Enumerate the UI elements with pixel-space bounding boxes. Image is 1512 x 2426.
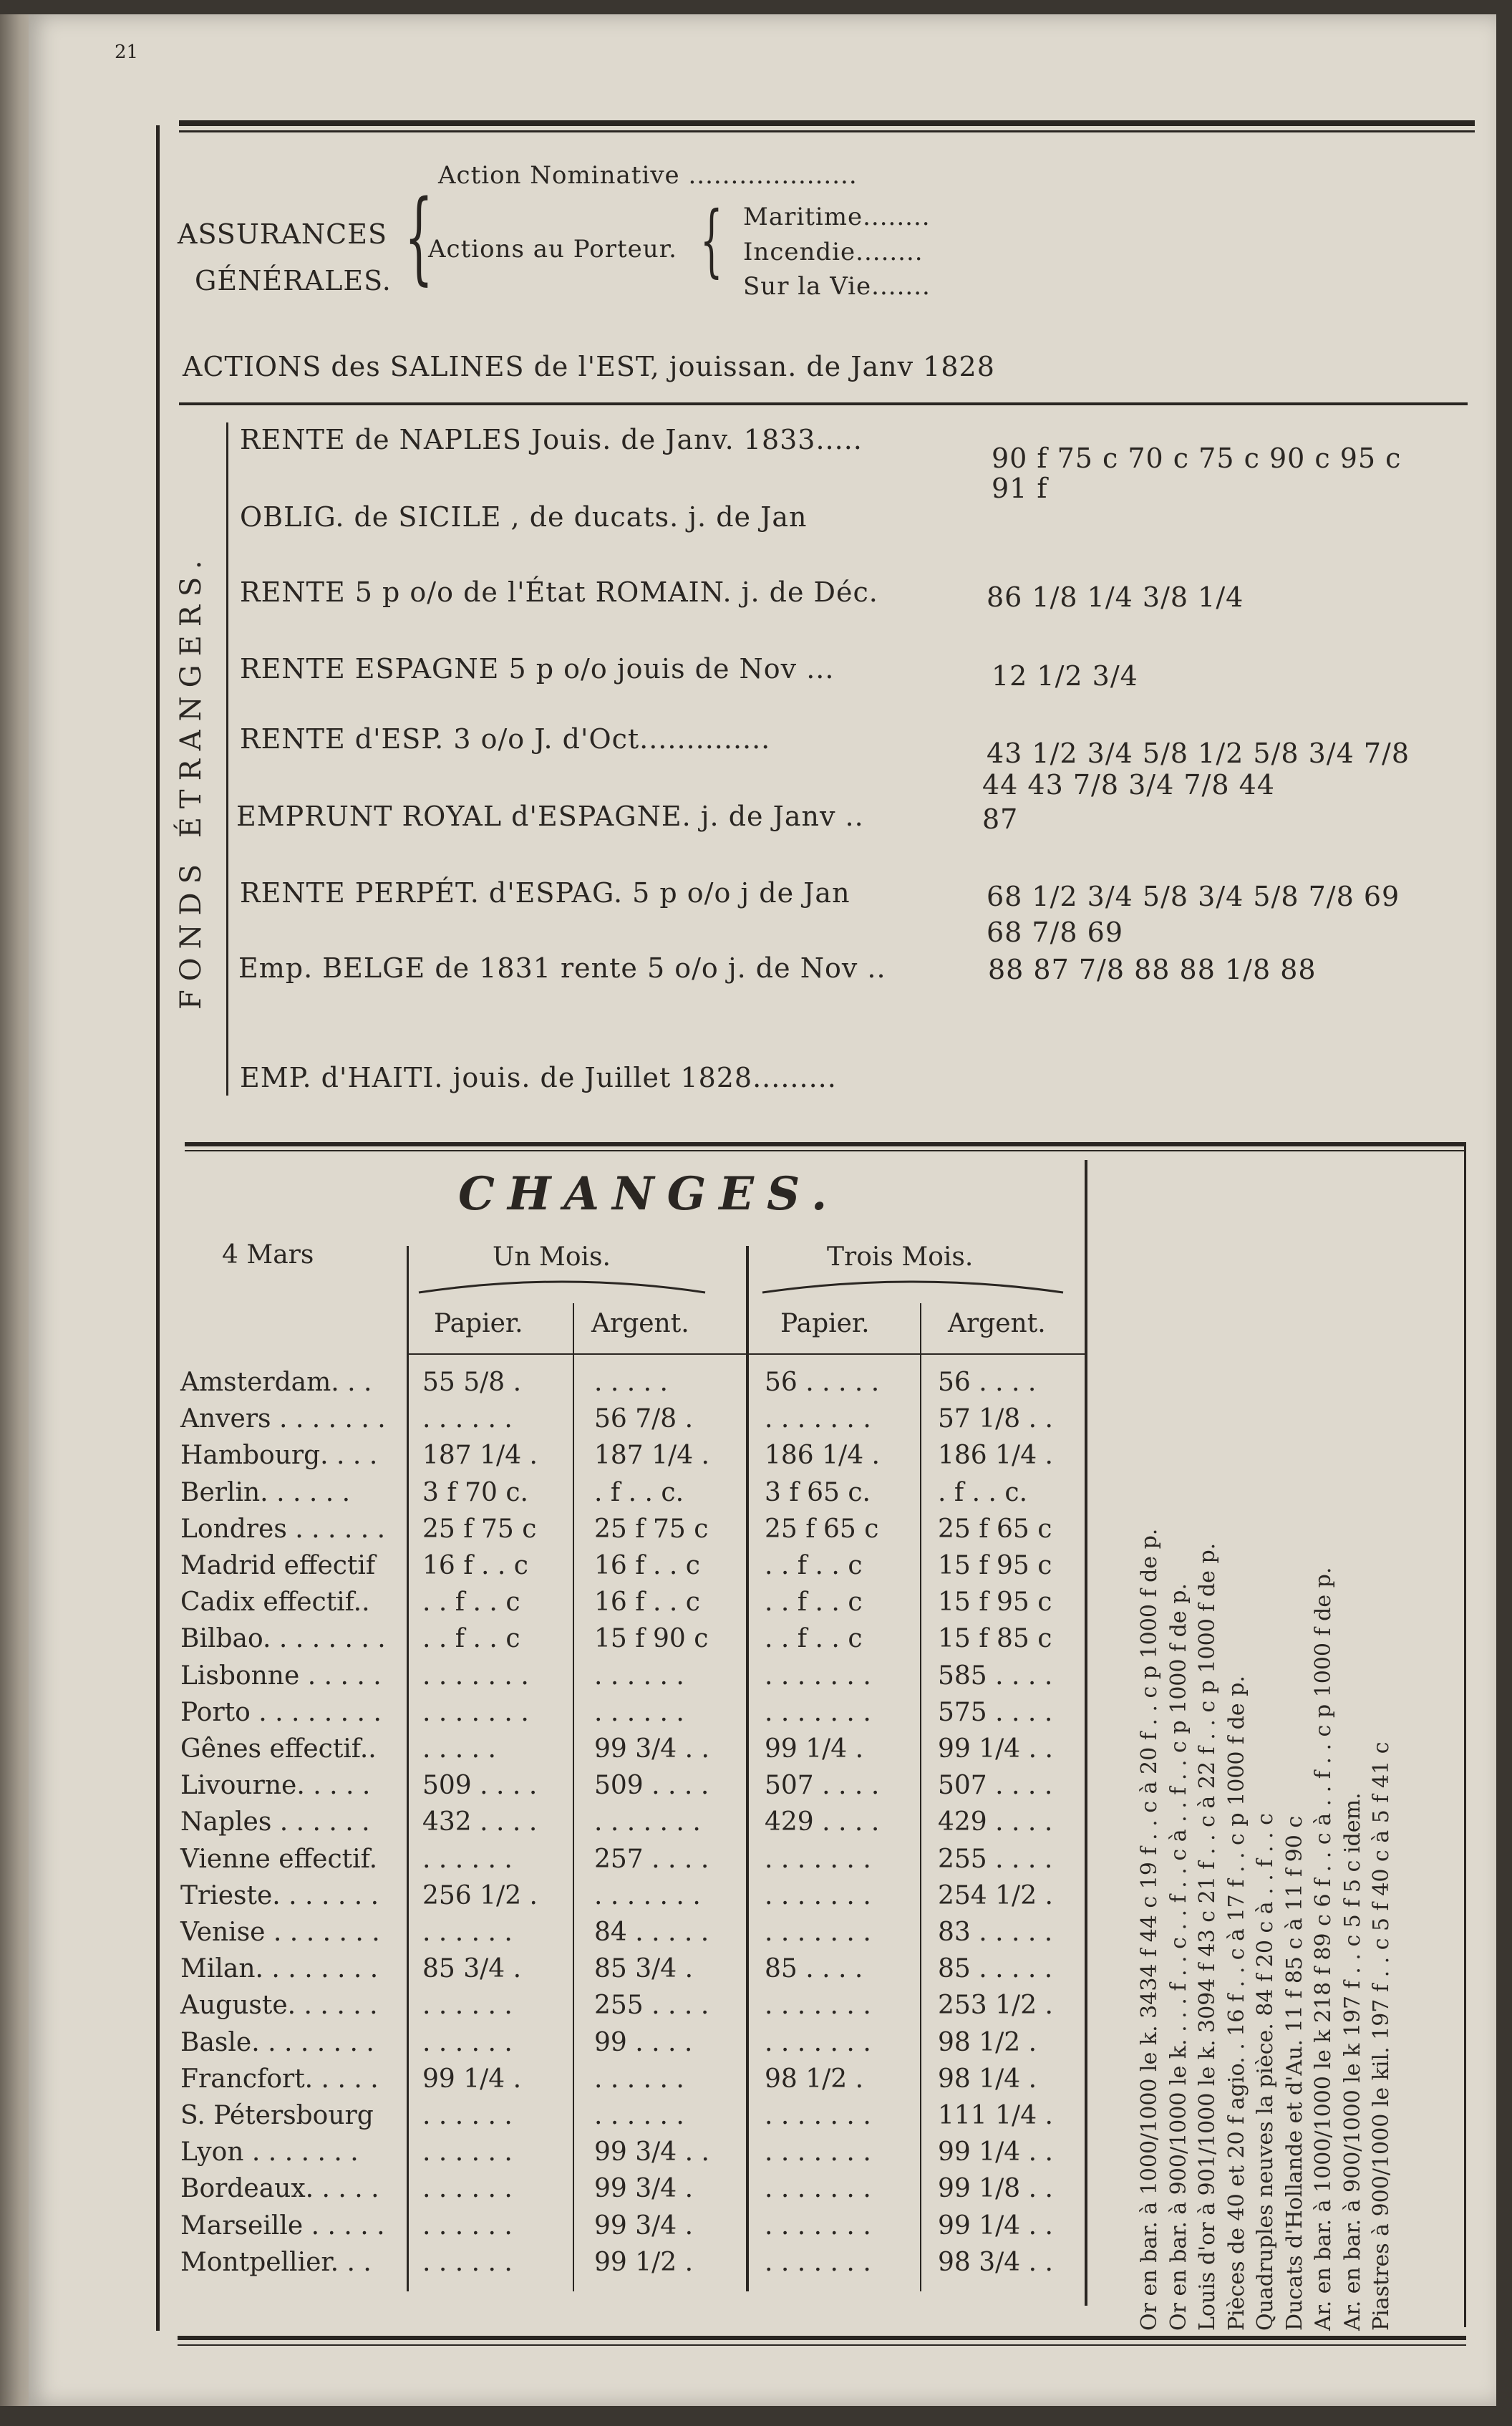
exchange-cell: . . . . . .	[422, 2174, 513, 2203]
fonds-row-value: 12 1/2 3/4	[992, 660, 1138, 692]
bottom-rule	[178, 2336, 1466, 2340]
exchange-cell: . . . . . .	[422, 1404, 513, 1434]
exchange-cell: 85 . . . .	[765, 1954, 863, 1983]
exchange-city: Marseille . . . . .	[180, 2211, 385, 2241]
right-border	[1464, 1146, 1466, 2327]
exchange-city: Lyon . . . . . . .	[180, 2137, 359, 2167]
top-rule	[179, 120, 1475, 126]
exchange-cell: 16 f . . c	[422, 1551, 528, 1580]
sur-la-vie: Sur la Vie.......	[743, 272, 931, 301]
un-mois-flourish	[415, 1275, 709, 1296]
fonds-row-label: EMPRUNT ROYAL d'ESPAGNE. j. de Janv ..	[236, 801, 864, 832]
exchange-cell: 56 7/8 .	[594, 1404, 694, 1434]
exchange-cell: 253 1/2 .	[938, 1991, 1053, 2020]
exchange-cell: 15 f 90 c	[594, 1624, 709, 1653]
bottom-rule-thin	[178, 2344, 1466, 2346]
exchange-cell: 509 . . . .	[422, 1771, 538, 1800]
exchange-cell: 15 f 85 c	[938, 1624, 1052, 1653]
exchange-city: Londres . . . . . .	[180, 1514, 386, 1544]
col-rule	[407, 1246, 409, 2291]
header-underline	[408, 1353, 1085, 1355]
metal-rate-line: Ar. en bar. à 1000/1000 le k 218 f 89 c 6 f . . c à . . f . . c p 1000 f de p.	[1311, 1567, 1336, 2331]
fonds-row-label: RENTE de NAPLES Jouis. de Janv. 1833.....	[240, 424, 863, 455]
exchange-cell: 254 1/2 .	[938, 1881, 1053, 1910]
fonds-row-value2: 44 43 7/8 3/4 7/8 44	[982, 769, 1275, 801]
metal-rate-line: Pièces de 40 et 20 f agio. . 16 f . . c à 17 f . . c p 1000 f de p.	[1224, 1676, 1249, 2331]
exchange-city: Basle. . . . . . . .	[180, 2028, 374, 2057]
exchange-city: Berlin. . . . . .	[180, 1478, 351, 1507]
fonds-row-value: 87	[982, 803, 1019, 835]
exchange-cell: . . . . . . .	[765, 2028, 871, 2057]
exchange-cell: . . f . . c	[765, 1587, 863, 1617]
exchange-city: Lisbonne . . . . .	[180, 1661, 382, 1691]
exchange-cell: . f . . c.	[594, 1478, 684, 1507]
fonds-row-label: Emp. BELGE de 1831 rente 5 o/o j. de Nov ..	[238, 952, 886, 984]
exchange-cell: 507 . . . .	[765, 1771, 880, 1800]
exchange-city: Milan. . . . . . . .	[180, 1954, 379, 1983]
exchange-cell: 85 3/4 .	[422, 1954, 522, 1983]
exchange-cell: . . . . . . .	[765, 1881, 871, 1910]
assurances-brace: {	[404, 179, 434, 296]
exchange-cell: . . . . . .	[422, 2028, 513, 2057]
exchange-cell: 111 1/4 .	[938, 2101, 1053, 2130]
exchange-cell: . . . . . .	[422, 2211, 513, 2241]
exchange-city: Naples . . . . . .	[180, 1807, 370, 1837]
exchange-cell: . . . . . . .	[765, 2248, 871, 2277]
exchange-cell: 16 f . . c	[594, 1587, 700, 1617]
exchange-cell: 3 f 70 c.	[422, 1478, 528, 1507]
exchange-city: Francfort. . . . .	[180, 2064, 379, 2094]
exchange-cell: 99 1/4 . .	[938, 1734, 1053, 1764]
exchange-city: Venise . . . . . . .	[180, 1918, 380, 1947]
exchange-cell: 98 1/2 .	[938, 2028, 1037, 2057]
exchange-cell: 99 1/8 . .	[938, 2174, 1053, 2203]
exchange-cell: 56 . . . .	[938, 1368, 1037, 1397]
exchange-cell: 85 3/4 .	[594, 1954, 694, 1983]
porteur-brace: {	[700, 194, 723, 286]
exchange-cell: . . . . . . .	[765, 1404, 871, 1434]
exchange-cell: 99 . . . .	[594, 2028, 693, 2057]
exchange-cell: 99 1/2 .	[594, 2248, 694, 2277]
exchange-city: Madrid effectif	[180, 1551, 376, 1580]
exchange-cell: 509 . . . .	[594, 1771, 709, 1800]
exchange-city: Bordeaux. . . . .	[180, 2174, 379, 2203]
exchange-cell: 186 1/4 .	[938, 1441, 1053, 1470]
exchange-cell: 99 3/4 .	[594, 2174, 694, 2203]
rule-before-changes-thin	[185, 1150, 1466, 1151]
fonds-row-value2: 91 f	[992, 473, 1048, 504]
exchange-cell: 99 3/4 .	[594, 2211, 694, 2241]
exchange-cell: . . . . .	[422, 1734, 496, 1764]
metal-rate-line: Piastres à 900/1000 le kil. 197 f . . c 5 f 40 c à 5 f 41 c	[1369, 1741, 1394, 2331]
fonds-row-label: OBLIG. de SICILE , de ducats. j. de Jan	[240, 501, 808, 533]
assurances-label-1: ASSURANCES	[178, 218, 388, 250]
fonds-row-value: 90 f 75 c 70 c 75 c 90 c 95 c	[992, 443, 1402, 474]
col-rule	[573, 1303, 574, 2291]
exchange-cell: . . . . . .	[422, 2137, 513, 2167]
rule-before-fonds	[179, 402, 1468, 405]
exchange-cell: 55 5/8 .	[422, 1368, 522, 1397]
exchange-cell: 99 1/4 . .	[938, 2137, 1053, 2167]
exchange-cell: 25 f 65 c	[765, 1514, 879, 1544]
exchange-cell: 99 3/4 . .	[594, 2137, 709, 2167]
exchange-cell: 257 . . . .	[594, 1845, 709, 1874]
col-rule	[746, 1246, 749, 2291]
fonds-row-value2: 68 7/8 69	[987, 917, 1124, 948]
exchange-cell: 256 1/2 .	[422, 1881, 538, 1910]
exchange-cell: . . . . . . .	[594, 1881, 701, 1910]
changes-title: CHANGES.	[458, 1167, 840, 1221]
metal-rate-line: Ar. en bar. à 900/1000 le k 197 f . . c 5 f 5 c idem.	[1340, 1792, 1365, 2331]
exchange-cell: . f . . c.	[938, 1478, 1028, 1507]
top-rule-thin	[179, 130, 1475, 132]
exchange-cell: 57 1/8 . .	[938, 1404, 1053, 1434]
fonds-row-label: RENTE 5 p o/o de l'État ROMAIN. j. de Déc.	[240, 576, 878, 608]
exchange-cell: . . . . . . .	[765, 1661, 871, 1691]
exchange-cell: 99 3/4 . .	[594, 1734, 709, 1764]
exchange-city: Livourne. . . . .	[180, 1771, 371, 1800]
exchange-cell: . . . . . . .	[422, 1698, 529, 1727]
exchange-cell: 186 1/4 .	[765, 1441, 880, 1470]
exchange-city: Montpellier. . .	[180, 2248, 372, 2277]
exchange-city: Gênes effectif..	[180, 1734, 377, 1764]
exchange-cell: . . . . . . .	[765, 1918, 871, 1947]
exchange-cell: 99 1/4 . .	[938, 2211, 1053, 2241]
fonds-divider	[226, 422, 228, 1096]
exchange-cell: . . . . . . .	[765, 2174, 871, 2203]
exchange-cell: 187 1/4 .	[594, 1441, 709, 1470]
actions-porteur: Actions au Porteur.	[428, 235, 677, 264]
fonds-row-label: RENTE PERPÉT. d'ESPAG. 5 p o/o j de Jan	[240, 877, 850, 909]
exchange-city: Porto . . . . . . . .	[180, 1698, 382, 1727]
exchange-cell: 83 . . . . .	[938, 1918, 1053, 1947]
exchange-cell: 585 . . . .	[938, 1661, 1053, 1691]
exchange-cell: . . . . . . .	[765, 2211, 871, 2241]
fonds-etrangers-title: FONDS ÉTRANGERS.	[175, 551, 208, 1010]
exchange-city: Trieste. . . . . . .	[180, 1881, 379, 1910]
exchange-cell: . . . . . .	[422, 1918, 513, 1947]
exchange-city: Auguste. . . . . .	[180, 1991, 378, 2020]
exchange-cell: 98 1/4 .	[938, 2064, 1037, 2094]
exchange-city: Bilbao. . . . . . . .	[180, 1624, 386, 1653]
exchange-cell: 15 f 95 c	[938, 1587, 1052, 1617]
exchange-cell: 3 f 65 c.	[765, 1478, 871, 1507]
exchange-city: Vienne effectif.	[180, 1845, 378, 1874]
exchange-city: Anvers . . . . . . .	[180, 1404, 386, 1434]
exchange-city: Cadix effectif..	[180, 1587, 370, 1617]
exchange-cell: . . . . . .	[594, 2064, 684, 2094]
exchange-city: Hambourg. . . .	[180, 1441, 378, 1470]
assurances-label-2: GÉNÉRALES.	[195, 265, 392, 296]
exchange-cell: . . . . . .	[422, 1991, 513, 2020]
papier-header-1: Papier.	[434, 1309, 523, 1338]
exchange-cell: . . . . . . .	[765, 1845, 871, 1874]
exchange-cell: 25 f 75 c	[422, 1514, 537, 1544]
papier-header-3: Papier.	[780, 1309, 870, 1338]
exchange-cell: 575 . . . .	[938, 1698, 1053, 1727]
exchange-cell: . . f . . c	[422, 1587, 520, 1617]
exchange-cell: . . . . . . .	[594, 1807, 701, 1837]
exchange-cell: . . . . . . .	[422, 1661, 529, 1691]
exchange-cell: . . . . . . .	[765, 2101, 871, 2130]
page-number: 21	[115, 42, 139, 63]
fonds-row-label: RENTE ESPAGNE 5 p o/o jouis de Nov ...	[240, 653, 835, 685]
fonds-row-value: 86 1/8 1/4 3/8 1/4	[987, 581, 1244, 613]
exchange-city: S. Pétersbourg	[180, 2101, 374, 2130]
exchange-cell: 507 . . . .	[938, 1771, 1053, 1800]
metal-rate-line: Ducats d'Hollande et d'Au. 11 f 85 c à 11 f 90 c	[1282, 1815, 1307, 2331]
exchange-cell: . . . . . . .	[765, 2137, 871, 2167]
exchange-city: Amsterdam. . .	[180, 1368, 372, 1397]
argent-header-1: Argent.	[591, 1309, 689, 1338]
exchange-cell: . . . . . .	[422, 2248, 513, 2277]
left-border	[156, 125, 160, 2331]
fonds-row-value: 88 87 7/8 88 88 1/8 88	[988, 954, 1317, 985]
exchange-cell: 25 f 75 c	[594, 1514, 709, 1544]
exchange-cell: . . f . . c	[422, 1624, 520, 1653]
argent-header-3: Argent.	[948, 1309, 1046, 1338]
exchange-cell: . . . . . .	[594, 2101, 684, 2130]
metal-rate-line: Quadruples neuves la pièce. 84 f 20 c à . . f . . c	[1253, 1813, 1278, 2331]
exchange-cell: 16 f . . c	[594, 1551, 700, 1580]
metal-rate-line: Or en bar. à 1000/1000 le k. 3434 f 44 c 19 f . . c à 20 f . . c p 1000 f de p.	[1137, 1528, 1162, 2331]
exchange-cell: 432 . . . .	[422, 1807, 538, 1837]
exchange-cell: . . . . .	[594, 1368, 668, 1397]
exchange-cell: . . f . . c	[765, 1551, 863, 1580]
un-mois-header: Un Mois.	[493, 1242, 611, 1272]
exchange-cell: 429 . . . .	[765, 1807, 880, 1837]
exchange-cell: 15 f 95 c	[938, 1551, 1052, 1580]
exchange-cell: . . . . . . .	[765, 1698, 871, 1727]
exchange-cell: . . . . . .	[422, 2101, 513, 2130]
exchange-cell: . . . . . .	[422, 1845, 513, 1874]
metal-rate-line: Louis d'or à 901/1000 le k. 3094 f 43 c 21 f . . c à 22 f . . c p 1000 f de p.	[1195, 1542, 1220, 2331]
exchange-cell: 85 . . . . .	[938, 1954, 1053, 1983]
maritime: Maritime........	[743, 203, 931, 231]
rule-before-changes	[185, 1142, 1466, 1146]
exchange-cell: 429 . . . .	[938, 1807, 1053, 1837]
exchange-cell: 98 3/4 . .	[938, 2248, 1053, 2277]
exchange-cell: 84 . . . . .	[594, 1918, 709, 1947]
fonds-row-value: 43 1/2 3/4 5/8 1/2 5/8 3/4 7/8	[987, 738, 1410, 769]
exchange-cell: 98 1/2 .	[765, 2064, 864, 2094]
exchange-cell: 99 1/4 .	[422, 2064, 522, 2094]
exchange-cell: . . . . . .	[594, 1698, 684, 1727]
exchange-cell: 187 1/4 .	[422, 1441, 538, 1470]
metal-rate-line: Or en bar. à 900/1000 le k. . . . f . . c . . f . . c à . . f . . c p 1000 f de p.	[1166, 1583, 1191, 2331]
fonds-row-label: EMP. d'HAITI. jouis. de Juillet 1828.........	[240, 1062, 837, 1093]
changes-date: 4 Mars	[222, 1240, 314, 1270]
exchange-cell: . . f . . c	[765, 1624, 863, 1653]
trois-mois-header: Trois Mois.	[827, 1242, 974, 1272]
salines-row: ACTIONS des SALINES de l'EST, jouissan. de Janv 1828	[183, 351, 995, 382]
exchange-cell: . . . . . .	[594, 1661, 684, 1691]
fonds-row-label: RENTE d'ESP. 3 o/o J. d'Oct..............	[240, 723, 771, 755]
exchange-cell: . . . . . . .	[765, 1991, 871, 2020]
exchange-cell: 255 . . . .	[938, 1845, 1053, 1874]
fonds-row-value: 68 1/2 3/4 5/8 3/4 5/8 7/8 69	[987, 881, 1400, 912]
action-nominative: Action Nominative ....................	[438, 161, 858, 190]
incendie: Incendie........	[743, 238, 924, 266]
exchange-cell: 99 1/4 .	[765, 1734, 864, 1764]
exchange-cell: 25 f 65 c	[938, 1514, 1052, 1544]
trois-mois-flourish	[759, 1275, 1067, 1296]
col-rule	[1085, 1160, 1087, 2306]
exchange-cell: 56 . . . . .	[765, 1368, 880, 1397]
exchange-cell: 255 . . . .	[594, 1991, 709, 2020]
col-rule	[920, 1303, 921, 2291]
